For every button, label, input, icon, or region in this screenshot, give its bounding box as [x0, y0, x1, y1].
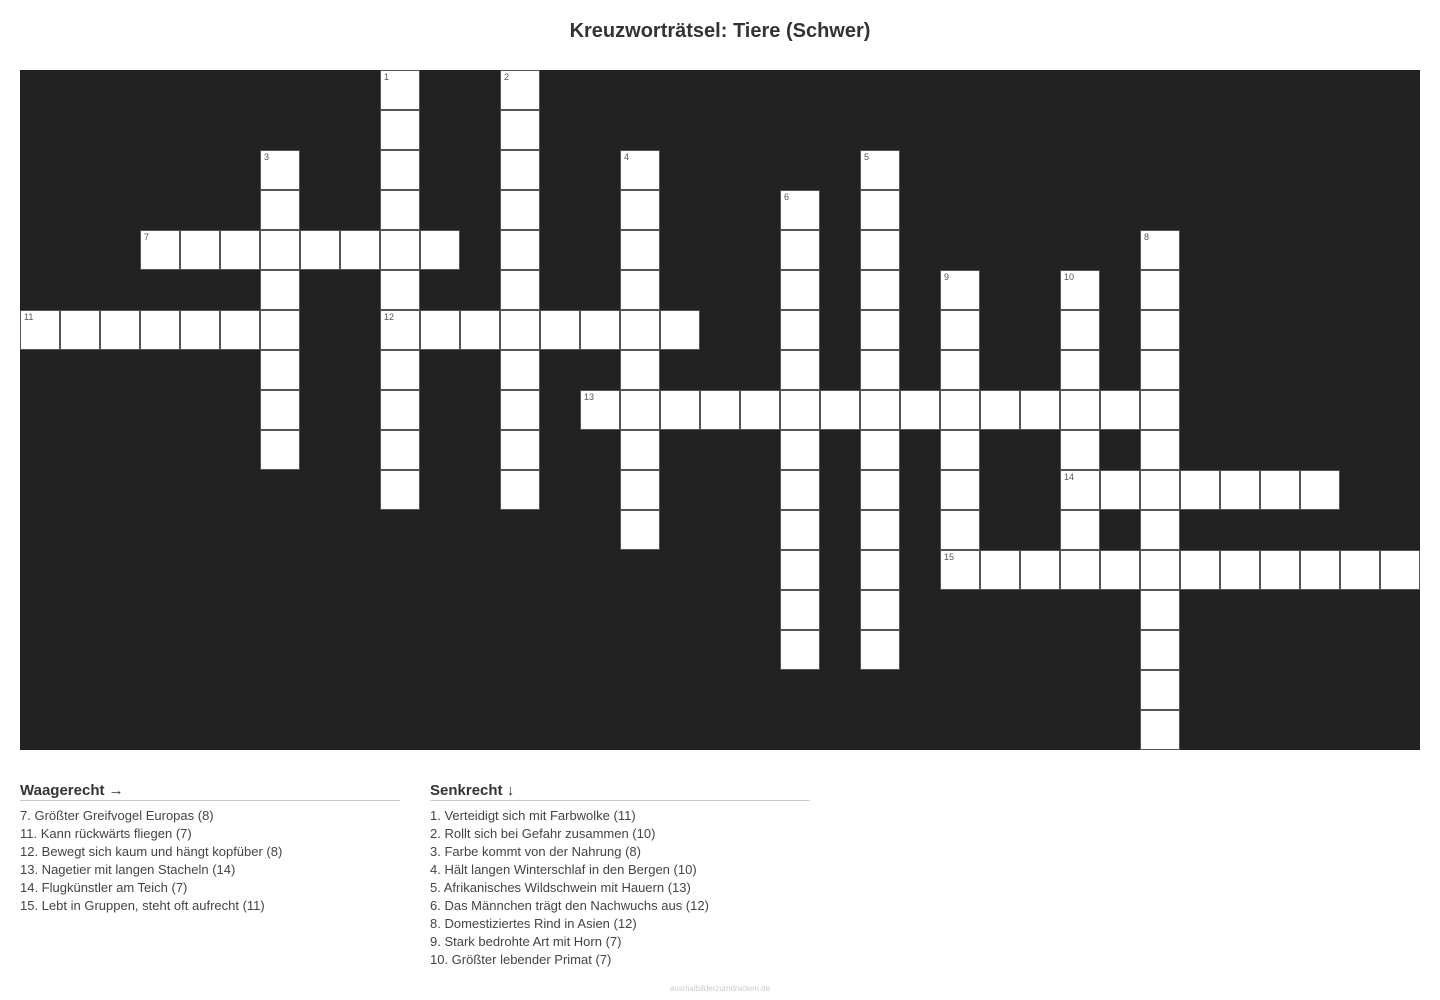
- grid-cell[interactable]: [780, 350, 820, 390]
- grid-cell[interactable]: [500, 470, 540, 510]
- grid-cell[interactable]: [940, 510, 980, 550]
- grid-cell[interactable]: [580, 390, 620, 430]
- grid-cell[interactable]: [620, 190, 660, 230]
- across-clue: 12. Bewegt sich kaum und hängt kopfüber (8): [20, 844, 283, 859]
- clue-number: 14: [1064, 472, 1075, 482]
- grid-cell[interactable]: [260, 390, 300, 430]
- grid-cell[interactable]: [1180, 550, 1220, 590]
- grid-cell[interactable]: [780, 470, 820, 510]
- grid-cell[interactable]: [660, 310, 700, 350]
- grid-cell[interactable]: [1060, 430, 1100, 470]
- grid-cell[interactable]: [1140, 550, 1180, 590]
- grid-cell[interactable]: [380, 390, 420, 430]
- grid-cell[interactable]: [500, 190, 540, 230]
- grid-cell[interactable]: [1100, 550, 1140, 590]
- grid-cell[interactable]: [860, 190, 900, 230]
- across-clue: 7. Größter Greifvogel Europas (8): [20, 808, 214, 823]
- crossword-grid: [20, 70, 1420, 750]
- grid-cell[interactable]: [940, 430, 980, 470]
- across-clue: 11. Kann rückwärts fliegen (7): [20, 826, 192, 841]
- grid-cell[interactable]: [500, 110, 540, 150]
- grid-cell[interactable]: [1060, 270, 1100, 310]
- grid-cell[interactable]: [260, 350, 300, 390]
- grid-cell[interactable]: [820, 390, 860, 430]
- grid-cell[interactable]: [860, 310, 900, 350]
- down-clue: 3. Farbe kommt von der Nahrung (8): [430, 844, 641, 859]
- down-clue: 10. Größter lebender Primat (7): [430, 952, 612, 967]
- grid-cell[interactable]: [1020, 390, 1060, 430]
- across-clue: 15. Lebt in Gruppen, steht oft aufrecht (11): [20, 898, 265, 913]
- clue-number: 3: [264, 152, 270, 162]
- grid-cell[interactable]: [1020, 550, 1060, 590]
- grid-cell[interactable]: [1140, 510, 1180, 550]
- grid-cell[interactable]: [340, 230, 380, 270]
- grid-cell[interactable]: [540, 310, 580, 350]
- grid-cell[interactable]: [940, 350, 980, 390]
- clue-number: 15: [944, 552, 955, 562]
- down-clue: 8. Domestiziertes Rind in Asien (12): [430, 916, 637, 931]
- grid-cell[interactable]: [940, 470, 980, 510]
- down-heading: Senkrecht ↓: [430, 782, 810, 801]
- grid-cell[interactable]: [780, 390, 820, 430]
- grid-cell[interactable]: [780, 550, 820, 590]
- grid-cell[interactable]: [500, 230, 540, 270]
- grid-cell[interactable]: [860, 590, 900, 630]
- grid-cell[interactable]: [980, 390, 1020, 430]
- clue-number: 6: [784, 192, 790, 202]
- grid-cell[interactable]: [260, 190, 300, 230]
- across-clue: 13. Nagetier mit langen Stacheln (14): [20, 862, 236, 877]
- grid-cell[interactable]: [420, 310, 460, 350]
- grid-cell[interactable]: [1060, 310, 1100, 350]
- grid-cell[interactable]: [740, 390, 780, 430]
- grid-cell[interactable]: [1140, 230, 1180, 270]
- clue-number: 10: [1064, 272, 1075, 282]
- grid-cell[interactable]: [500, 270, 540, 310]
- grid-cell[interactable]: [300, 230, 340, 270]
- grid-cell[interactable]: [180, 230, 220, 270]
- grid-cell[interactable]: [620, 310, 660, 350]
- grid-cell[interactable]: [380, 350, 420, 390]
- grid-cell[interactable]: [780, 430, 820, 470]
- grid-cell[interactable]: [780, 590, 820, 630]
- grid-cell[interactable]: [620, 230, 660, 270]
- grid-cell[interactable]: [980, 550, 1020, 590]
- grid-cell[interactable]: [1260, 550, 1300, 590]
- grid-cell[interactable]: [860, 270, 900, 310]
- grid-cell[interactable]: [940, 550, 980, 590]
- grid-cell[interactable]: [860, 350, 900, 390]
- clue-number: 11: [24, 312, 34, 322]
- grid-cell[interactable]: [780, 510, 820, 550]
- grid-cell[interactable]: [940, 270, 980, 310]
- grid-cell[interactable]: [620, 270, 660, 310]
- clue-number: 1: [384, 72, 390, 82]
- grid-cell[interactable]: [380, 190, 420, 230]
- grid-cell[interactable]: [380, 110, 420, 150]
- grid-cell[interactable]: [860, 390, 900, 430]
- grid-cell[interactable]: [1140, 390, 1180, 430]
- grid-cell[interactable]: [500, 350, 540, 390]
- grid-cell[interactable]: [140, 310, 180, 350]
- grid-cell[interactable]: [1060, 550, 1100, 590]
- footer-credit: ausmalbilderzumdrucken.de: [669, 984, 771, 993]
- grid-cell[interactable]: [1300, 550, 1340, 590]
- grid-cell[interactable]: [860, 230, 900, 270]
- grid-cell[interactable]: [620, 430, 660, 470]
- grid-cell[interactable]: [780, 310, 820, 350]
- grid-cell[interactable]: [20, 310, 60, 350]
- grid-cell[interactable]: [940, 310, 980, 350]
- grid-cell[interactable]: [1220, 550, 1260, 590]
- across-clue-list: [20, 807, 400, 915]
- across-clue: 14. Flugkünstler am Teich (7): [20, 880, 188, 895]
- grid-cell[interactable]: [500, 430, 540, 470]
- grid-cell[interactable]: [500, 310, 540, 350]
- down-clue: 9. Stark bedrohte Art mit Horn (7): [430, 934, 622, 949]
- grid-cell[interactable]: [780, 230, 820, 270]
- clue-number: 8: [1144, 232, 1150, 242]
- grid-cell[interactable]: [1140, 710, 1180, 750]
- grid-cell[interactable]: [900, 390, 940, 430]
- clue-number: 12: [384, 312, 395, 322]
- grid-cell[interactable]: [220, 310, 260, 350]
- grid-cell[interactable]: [1140, 270, 1180, 310]
- clue-number: 7: [144, 232, 150, 242]
- down-clues: [430, 782, 810, 969]
- grid-cell[interactable]: [260, 230, 300, 270]
- grid-cell[interactable]: [1340, 550, 1380, 590]
- grid-cell[interactable]: [1220, 470, 1260, 510]
- grid-cell[interactable]: [1060, 470, 1100, 510]
- grid-cell[interactable]: [860, 470, 900, 510]
- down-clue: 6. Das Männchen trägt den Nachwuchs aus (12): [430, 898, 709, 913]
- grid-cell[interactable]: [1180, 470, 1220, 510]
- grid-cell[interactable]: [1140, 470, 1180, 510]
- grid-cell[interactable]: [60, 310, 100, 350]
- down-clue: 2. Rollt sich bei Gefahr zusammen (10): [430, 826, 656, 841]
- grid-cell[interactable]: [380, 470, 420, 510]
- grid-cell[interactable]: [860, 550, 900, 590]
- grid-cell[interactable]: [380, 310, 420, 350]
- grid-cell[interactable]: [660, 390, 700, 430]
- grid-cell[interactable]: [1140, 630, 1180, 670]
- clue-number: 13: [584, 392, 595, 402]
- grid-cell[interactable]: [180, 310, 220, 350]
- grid-cell[interactable]: [620, 470, 660, 510]
- grid-cell[interactable]: [1140, 350, 1180, 390]
- grid-cell[interactable]: [500, 390, 540, 430]
- grid-cell[interactable]: [780, 190, 820, 230]
- grid-cell[interactable]: [940, 390, 980, 430]
- clue-number: 4: [624, 152, 630, 162]
- down-clue: 1. Verteidigt sich mit Farbwolke (11): [430, 808, 636, 823]
- across-clues: [20, 782, 400, 915]
- grid-cell[interactable]: [1100, 390, 1140, 430]
- grid-cell[interactable]: [260, 270, 300, 310]
- grid-cell[interactable]: [380, 150, 420, 190]
- grid-cell[interactable]: [220, 230, 260, 270]
- grid-cell[interactable]: [780, 270, 820, 310]
- grid-cell[interactable]: [1140, 670, 1180, 710]
- grid-cell[interactable]: [460, 310, 500, 350]
- grid-cell[interactable]: [860, 430, 900, 470]
- down-clue: 4. Hält langen Winterschlaf in den Bergen (10): [430, 862, 697, 877]
- grid-cell[interactable]: [1060, 510, 1100, 550]
- grid-cell[interactable]: [620, 350, 660, 390]
- clue-number: 9: [944, 272, 950, 282]
- grid-cell[interactable]: [1100, 470, 1140, 510]
- down-clue-list: [430, 807, 810, 969]
- grid-cell[interactable]: [860, 150, 900, 190]
- across-heading: Waagerecht →: [20, 782, 400, 801]
- grid-cell[interactable]: [500, 70, 540, 110]
- grid-cell[interactable]: [860, 630, 900, 670]
- grid-cell[interactable]: [700, 390, 740, 430]
- grid-cell[interactable]: [420, 230, 460, 270]
- grid-cell[interactable]: [260, 150, 300, 190]
- grid-cell[interactable]: [260, 310, 300, 350]
- grid-cell[interactable]: [860, 510, 900, 550]
- grid-cell[interactable]: [620, 390, 660, 430]
- grid-cell[interactable]: [780, 630, 820, 670]
- grid-cell[interactable]: [500, 150, 540, 190]
- grid-cell[interactable]: [1140, 310, 1180, 350]
- grid-cell[interactable]: [380, 70, 420, 110]
- grid-cell[interactable]: [1060, 390, 1100, 430]
- grid-cell[interactable]: [140, 230, 180, 270]
- grid-cell[interactable]: [100, 310, 140, 350]
- grid-cell[interactable]: [1380, 550, 1420, 590]
- grid-cell[interactable]: [1300, 470, 1340, 510]
- grid-cell[interactable]: [380, 430, 420, 470]
- grid-cell[interactable]: [580, 310, 620, 350]
- grid-cell[interactable]: [620, 510, 660, 550]
- grid-cell[interactable]: [1060, 350, 1100, 390]
- down-clue: 5. Afrikanisches Wildschwein mit Hauern (13): [430, 880, 691, 895]
- grid-cell[interactable]: [1260, 470, 1300, 510]
- grid-cell[interactable]: [380, 230, 420, 270]
- grid-cell[interactable]: [260, 430, 300, 470]
- grid-cell[interactable]: [380, 270, 420, 310]
- grid-cell[interactable]: [1140, 590, 1180, 630]
- clue-number: 5: [864, 152, 870, 162]
- grid-cell[interactable]: [620, 150, 660, 190]
- clue-number: 2: [504, 72, 510, 82]
- page-title: Kreuzworträtsel: Tiere (Schwer): [569, 20, 871, 42]
- grid-cell[interactable]: [1140, 430, 1180, 470]
